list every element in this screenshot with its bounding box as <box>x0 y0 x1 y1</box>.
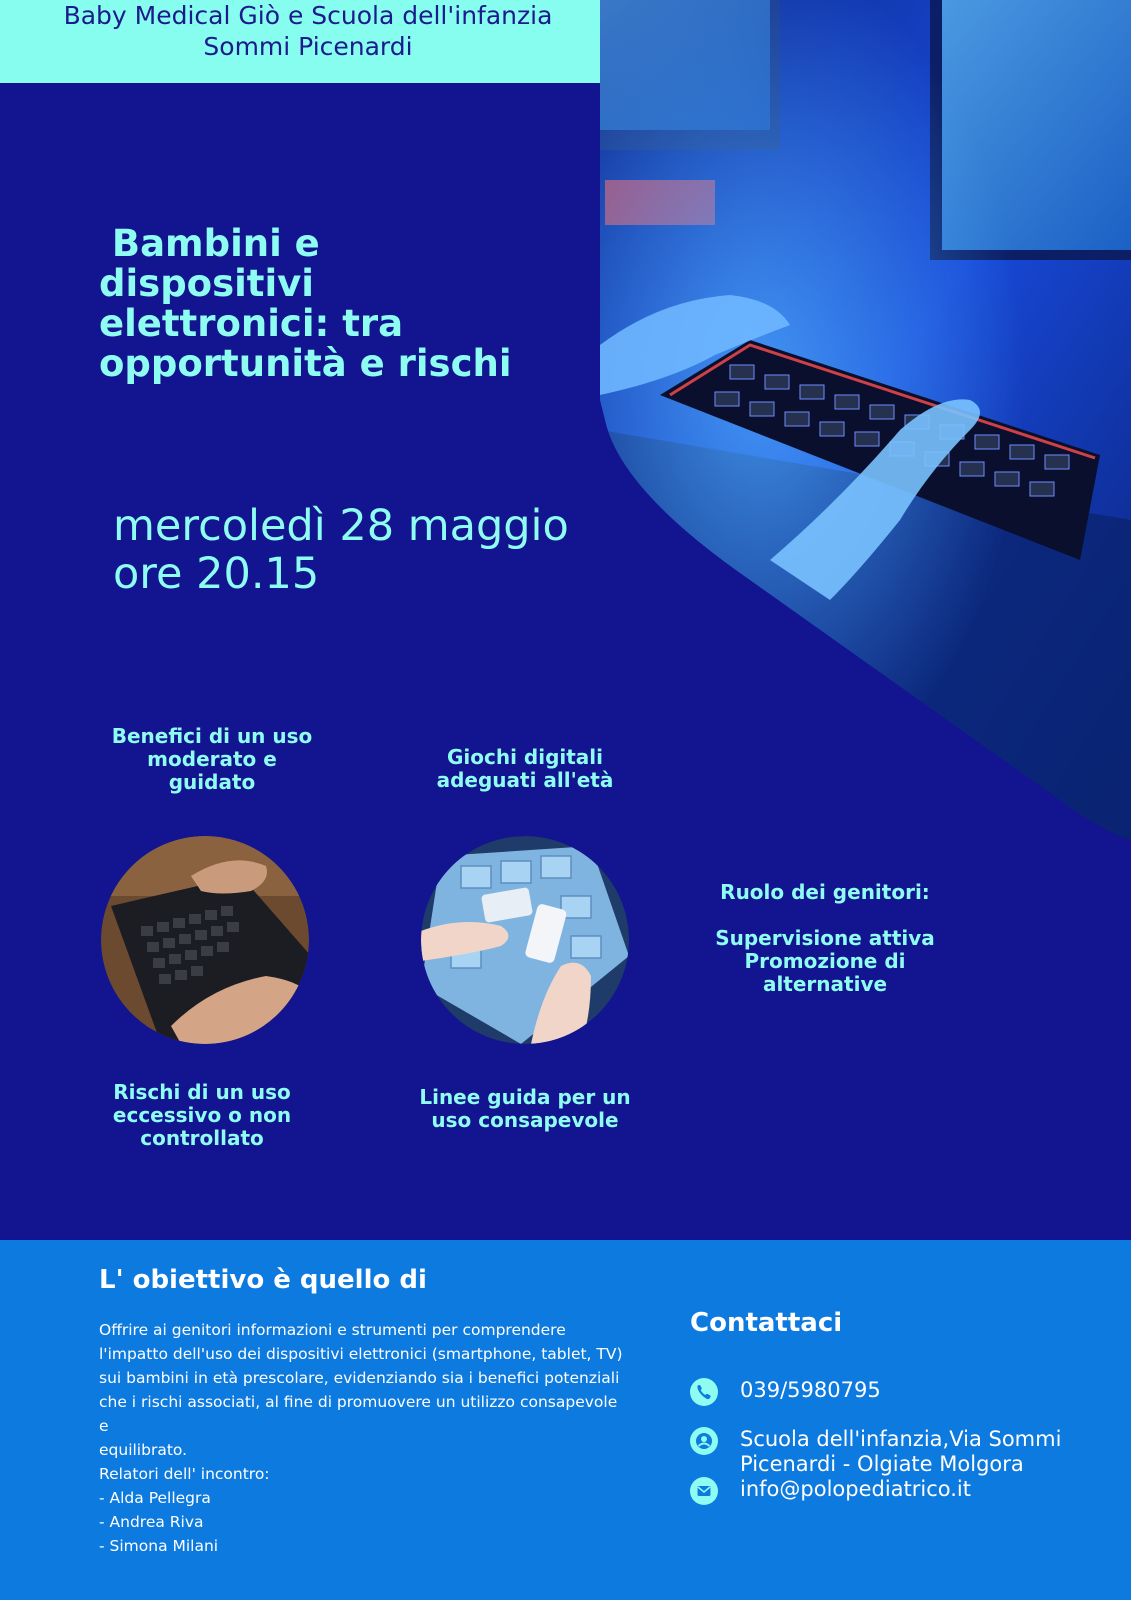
parents-role-line: Promozione di <box>744 949 906 973</box>
topic-benefits-line: Benefici di un uso <box>111 724 313 748</box>
goal-heading: L' obiettivo è quello di <box>99 1265 427 1295</box>
goal-line: che i rischi associati, al fine di promuovere un utilizzo consapevole e <box>99 1393 618 1435</box>
topic-benefits-line: guidato <box>168 770 256 794</box>
topic-risks-line: controllato <box>140 1126 264 1150</box>
email-address: info@polopediatrico.it <box>740 1477 971 1501</box>
parents-role-line <box>705 904 945 927</box>
goal-line: Offrire ai genitori informazioni e strumenti per comprendere <box>99 1321 566 1339</box>
goal-line: l'impatto dell'uso dei dispositivi elettronici (smartphone, tablet, TV) <box>99 1345 623 1363</box>
topic-games-line: adeguati all'età <box>436 768 614 792</box>
event-datetime <box>113 502 593 598</box>
speaker-item: - Simona Milani <box>99 1537 219 1555</box>
topic-risks <box>97 1081 307 1150</box>
topic-guidelines-line: Linee guida per un <box>419 1085 631 1109</box>
topic-benefits <box>97 725 327 794</box>
event-title <box>99 224 569 384</box>
topic-benefits-line: moderato e <box>147 747 277 771</box>
mail-icon <box>690 1477 718 1505</box>
goal-line: sui bambini in età prescolare, evidenziando sia i benefici potenziali <box>99 1369 620 1387</box>
topic-parents-role <box>705 881 945 996</box>
location-icon <box>690 1427 718 1455</box>
topic-games <box>405 746 645 792</box>
speaker-item: - Alda Pellegra <box>99 1489 211 1507</box>
topic-risks-line: Rischi di un uso <box>113 1080 291 1104</box>
phone-number: 039/5980795 <box>740 1378 881 1402</box>
speaker-item: - Andrea Riva <box>99 1513 204 1531</box>
topic-guidelines-line: uso consapevole <box>431 1108 619 1132</box>
organizer-line-2: Sommi Picenardi <box>203 32 413 61</box>
topic-risks-line: eccessivo o non <box>112 1103 292 1127</box>
title-line-3: elettronici: tra <box>99 302 404 345</box>
speakers-label: Relatori dell' incontro: <box>99 1465 270 1483</box>
phones-tablet-photo <box>421 836 629 1044</box>
goal-line: equilibrato. <box>99 1441 188 1459</box>
address-text <box>740 1427 1120 1477</box>
parents-role-line: Supervisione attiva <box>715 926 935 950</box>
parents-role-line: Ruolo dei genitori: <box>720 880 930 904</box>
organizer-header <box>0 0 616 62</box>
event-date: mercoledì 28 maggio <box>113 501 569 551</box>
parents-role-line: alternative <box>762 972 888 996</box>
laptop-keyboard-photo <box>101 836 309 1044</box>
address-line-2: Picenardi - Olgiate Molgora <box>740 1452 1024 1476</box>
goal-description <box>99 1318 629 1558</box>
title-line-4: opportunità e rischi <box>99 342 512 385</box>
hero-keyboard-photo <box>600 0 1131 840</box>
event-time: ore 20.15 <box>113 549 320 599</box>
address-line-1: Scuola dell'infanzia,Via Sommi <box>740 1427 1062 1451</box>
phone-icon <box>690 1378 718 1406</box>
organizer-line-1: Baby Medical Giò e Scuola dell'infanzia <box>63 1 553 30</box>
title-line-1: Bambini e <box>99 222 320 265</box>
topic-games-line: Giochi digitali <box>446 745 604 769</box>
contacts-heading: Contattaci <box>690 1308 843 1338</box>
topic-guidelines <box>405 1086 645 1132</box>
title-line-2: dispositivi <box>99 262 314 305</box>
